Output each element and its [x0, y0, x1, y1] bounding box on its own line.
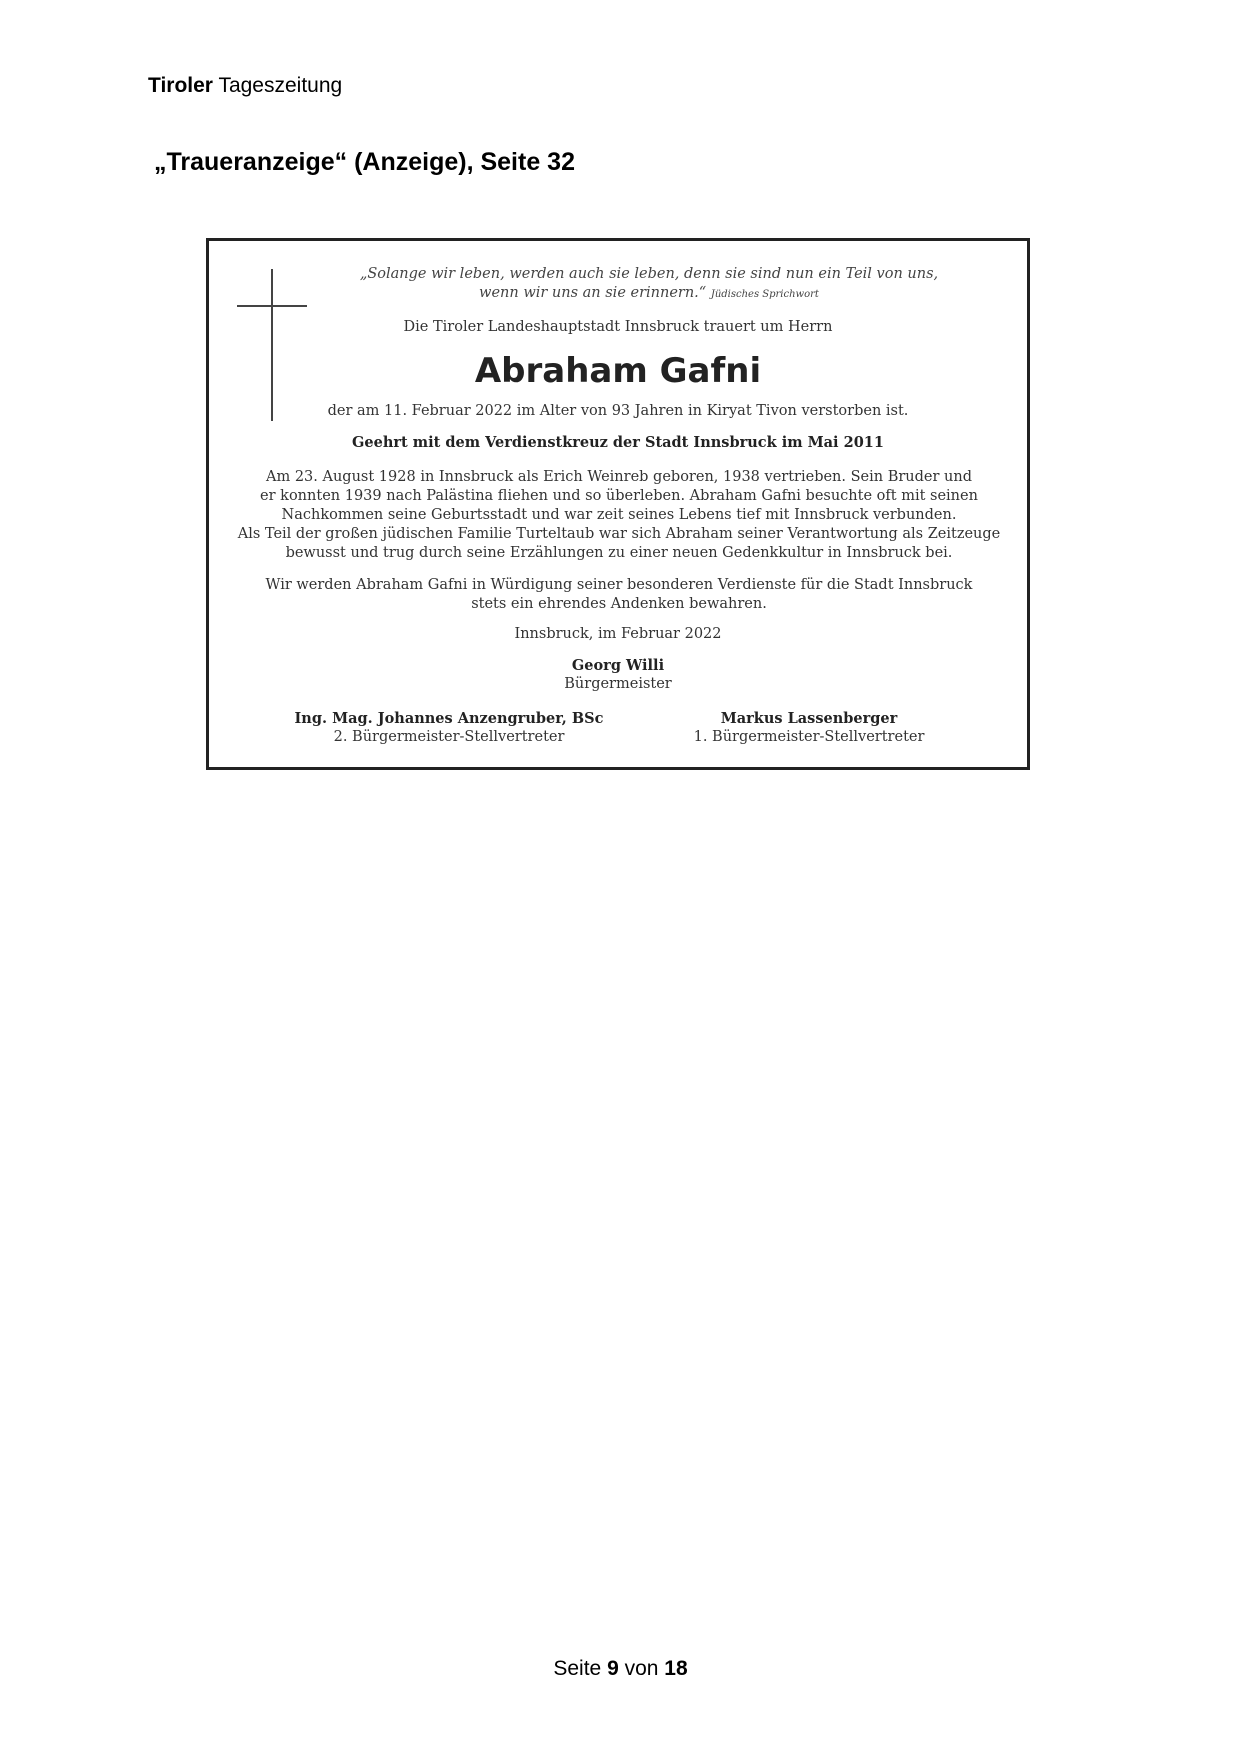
honor-line: Geehrt mit dem Verdienstkreuz der Stadt Innsbruck im Mai 2011 — [352, 434, 884, 451]
bio-line: Nachkommen seine Geburtsstadt und war zeit seines Lebens tief mit Innsbruck verbunden. — [281, 507, 957, 523]
signatory-role: 2. Bürgermeister-Stellvertreter — [333, 729, 565, 745]
footer-middle: von — [624, 1657, 659, 1680]
bio-line: Am 23. August 1928 in Innsbruck als Erich Weinreb geboren, 1938 vertrieben. Sein Bruder und — [266, 469, 972, 485]
page-footer — [0, 1657, 1241, 1681]
mayor-role: Bürgermeister — [564, 676, 672, 692]
biography — [229, 468, 1009, 563]
signatory-right — [649, 709, 969, 747]
publication-name-bold: Tiroler — [148, 74, 213, 97]
bio-line: bewusst und trug durch seine Erzählungen zu einer neuen Gedenkkultur in Innsbruck bei. — [285, 545, 953, 561]
quote-line-1: „Solange wir leben, werden auch sie leben, denn sie sind nun ein Teil von uns, — [359, 266, 939, 282]
signatory-left — [289, 709, 609, 747]
place-date: Innsbruck, im Februar 2022 — [514, 626, 722, 642]
signatory-name: Ing. Mag. Johannes Anzengruber, BSc — [294, 710, 604, 727]
obituary-notice — [206, 238, 1030, 770]
footer-page-number: 9 — [607, 1657, 619, 1680]
tribute — [249, 576, 989, 614]
signatory-role: 1. Bürgermeister-Stellvertreter — [693, 729, 925, 745]
deceased-name: Abraham Gafni — [474, 351, 762, 391]
bio-line: er konnten 1939 nach Palästina fliehen und so überleben. Abraham Gafni besuchte oft mit seinen — [260, 488, 978, 504]
bio-line: Als Teil der großen jüdischen Familie Turteltaub war sich Abraham seiner Verantwortung als Zeitzeuge — [237, 526, 1001, 542]
death-line: der am 11. Februar 2022 im Alter von 93 Jahren in Kiryat Tivon verstorben ist. — [327, 403, 909, 419]
quote-source: Jüdisches Sprichwort — [710, 289, 819, 300]
tribute-line: stets ein ehrendes Andenken bewahren. — [471, 596, 767, 612]
notice-intro: Die Tiroler Landeshauptstadt Innsbruck trauert um Herrn — [403, 319, 833, 335]
mayor-name: Georg Willi — [571, 657, 665, 674]
tribute-line: Wir werden Abraham Gafni in Würdigung seiner besonderen Verdienste für die Stadt Innsbruck — [265, 577, 973, 593]
publication-name-rest: Tageszeitung — [218, 74, 343, 97]
quote — [279, 265, 1019, 304]
footer-page-total: 18 — [664, 1657, 688, 1680]
signatory-name: Markus Lassenberger — [720, 710, 898, 727]
footer-prefix: Seite — [553, 1657, 602, 1680]
quote-line-2: wenn wir uns an sie erinnern.“ — [479, 285, 707, 301]
publication-header — [148, 74, 342, 98]
article-title: „Traueranzeige“ (Anzeige), Seite 32 — [154, 148, 575, 176]
